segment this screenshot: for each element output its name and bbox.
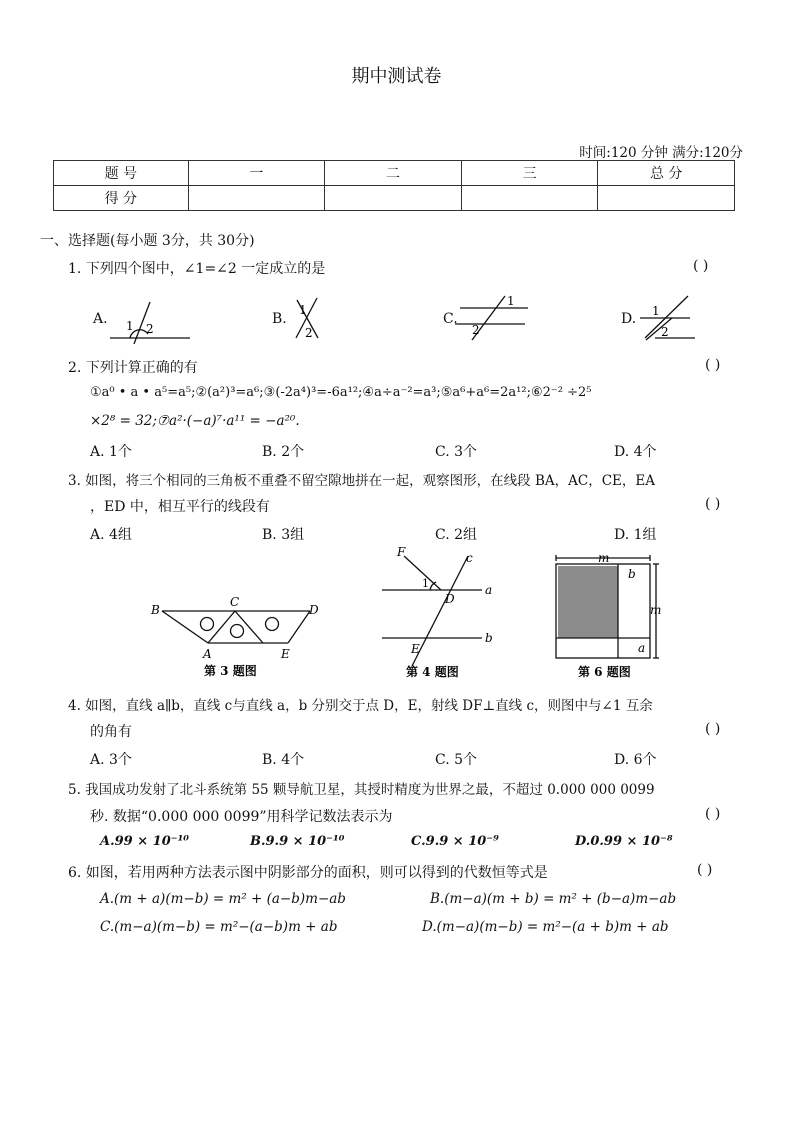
section-heading: 一、选择题(每小题 3分，共 30分) (40, 233, 255, 249)
q4-option-a: A. 3个 (90, 752, 132, 768)
q5-option-d: D.0.99 × 10⁻⁸ (575, 834, 673, 849)
q6-option-d: D.(m−a)(m−b) = m²−(a + b)m + ab (422, 919, 669, 935)
q1-option-c: C. (443, 311, 458, 327)
q3-option-d: D. 1组 (614, 527, 657, 543)
q5-option-b: B.9.9 × 10⁻¹⁰ (250, 834, 345, 849)
angle-label-1: 1 (507, 294, 515, 308)
q2-item: ;④a÷a⁻²=a³ (358, 385, 437, 400)
angle-label-2: 2 (305, 326, 313, 340)
score-cell: 三 (461, 161, 598, 186)
figure-6 (550, 552, 670, 682)
dimension-label-m: m (598, 552, 610, 565)
q2-option-a: A. 1个 (90, 444, 132, 460)
angle-label-1: 1 (422, 577, 429, 590)
point-label-c: C (230, 595, 240, 609)
q2-item: ;⑥2⁻² ÷2⁵ (526, 385, 592, 400)
q4-option-d: D. 6个 (614, 752, 657, 768)
score-input-cell[interactable] (325, 186, 462, 211)
score-cell: 题 号 (54, 161, 189, 186)
point-label-b: B (151, 603, 160, 617)
answer-paren[interactable]: ( ) (705, 357, 721, 373)
score-input-cell[interactable] (461, 186, 598, 211)
dimension-label-m: m (650, 603, 662, 617)
q3-option-a: A. 4组 (90, 527, 132, 543)
line-label-a: a (485, 583, 493, 597)
q2-item: ;⑤a⁶+a⁶=2a¹² (436, 385, 527, 400)
q2-items-line2: ×2⁸ = 32;⑦a²·(−a)⁷·a¹¹ = −a²⁰. (90, 413, 300, 429)
q1-option-d: D. (621, 311, 637, 327)
answer-paren[interactable]: ( ) (697, 862, 713, 878)
score-cell: 得 分 (54, 186, 189, 211)
shaded-region (558, 566, 618, 638)
q4-option-b: B. 4个 (262, 752, 305, 768)
q1-option-a: A. (93, 311, 108, 327)
score-cell: 一 (188, 161, 325, 186)
q2-option-d: D. 4个 (614, 444, 657, 460)
score-table (53, 160, 735, 211)
q5-option-c: C.9.9 × 10⁻⁹ (411, 834, 499, 849)
point-label-e: E (411, 642, 420, 656)
q5-option-a: A.99 × 10⁻¹⁰ (100, 834, 189, 849)
question-5-line2: 秒. 数据“0.000 000 0099”用科学记数法表示为 (90, 809, 393, 825)
dimension-label-b: b (628, 567, 636, 581)
figure-3-caption: 第 3 题图 (204, 664, 257, 678)
score-cell: 二 (325, 161, 462, 186)
q4-option-c: C. 5个 (435, 752, 478, 768)
answer-paren[interactable]: ( ) (705, 496, 721, 512)
q2-item: ;③(-2a⁴)³=-6a¹² (259, 385, 359, 400)
question-5: 5. 我国成功发射了北斗系统第 55 颗导航卫星，其授时精度为世界之最，不超过 0.000 000 0099 (68, 782, 655, 798)
q6-option-a: A.(m + a)(m−b) = m² + (a−b)m−ab (100, 891, 346, 907)
q6-option-c: C.(m−a)(m−b) = m²−(a−b)m + ab (100, 919, 338, 935)
figure-4-caption: 第 4 题图 (406, 665, 459, 679)
score-cell: 总 分 (598, 161, 735, 186)
q2-items (90, 385, 591, 400)
score-table-score-row (54, 186, 735, 211)
angle-label-2: 2 (146, 322, 154, 336)
question-6: 6. 如图，若用两种方法表示图中阴影部分的面积，则可以得到的代数恒等式是 (68, 865, 548, 881)
point-label-f: F (397, 545, 406, 559)
point-label-d: D (309, 603, 319, 617)
q3-option-b: B. 3组 (262, 527, 305, 543)
figure-6-caption: 第 6 题图 (578, 665, 631, 679)
q1-figures (100, 292, 700, 344)
answer-paren[interactable]: ( ) (705, 806, 721, 822)
score-input-cell[interactable] (188, 186, 325, 211)
question-2: 2. 下列计算正确的有 (68, 360, 198, 376)
q6-option-b: B.(m−a)(m + b) = m² + (b−a)m−ab (430, 891, 677, 907)
angle-label-1: 1 (126, 319, 134, 333)
score-input-cell[interactable] (598, 186, 735, 211)
question-4-line2: 的角有 (90, 724, 132, 740)
question-4: 4. 如图，直线 a∥b，直线 c与直线 a，b 分别交于点 D，E，射线 DF⊥直线 c，则图中与∠1 互余 (68, 698, 653, 714)
angle-label-2: 2 (472, 323, 480, 337)
exam-meta: 时间:120 分钟 满分:120分 (579, 145, 743, 161)
angle-label-1: 1 (299, 303, 307, 317)
question-1: 1. 下列四个图中，∠1=∠2 一定成立的是 (68, 261, 326, 277)
figure-4 (378, 544, 498, 682)
q2-option-b: B. 2个 (262, 444, 305, 460)
point-label-d: D (445, 592, 455, 606)
line-label-b: b (485, 631, 493, 645)
question-3: 3. 如图，将三个相同的三角板不重叠不留空隙地拼在一起，观察图形，在线段 BA，AC，CE，EA (68, 473, 655, 489)
q2-option-c: C. 3个 (435, 444, 478, 460)
point-label-e: E (281, 647, 290, 661)
page-title: 期中测试卷 (351, 66, 442, 87)
q2-item: ;②(a²)³=a⁶ (191, 385, 260, 400)
dimension-label-a: a (638, 641, 646, 655)
angle-label-1: 1 (652, 304, 660, 318)
point-label-a: A (203, 647, 212, 661)
answer-paren[interactable]: ( ) (693, 258, 709, 274)
figure-3 (148, 595, 333, 680)
answer-paren[interactable]: ( ) (705, 721, 721, 737)
question-3-line2: ，ED 中，相互平行的线段有 (90, 499, 270, 515)
angle-label-2: 2 (661, 325, 669, 339)
line-label-c: c (466, 551, 473, 565)
q2-item: ①a⁰ • a • a⁵=a⁵ (90, 385, 192, 400)
q1-option-b: B. (272, 311, 287, 327)
score-table-header-row (54, 161, 735, 186)
q3-option-c: C. 2组 (435, 527, 478, 543)
